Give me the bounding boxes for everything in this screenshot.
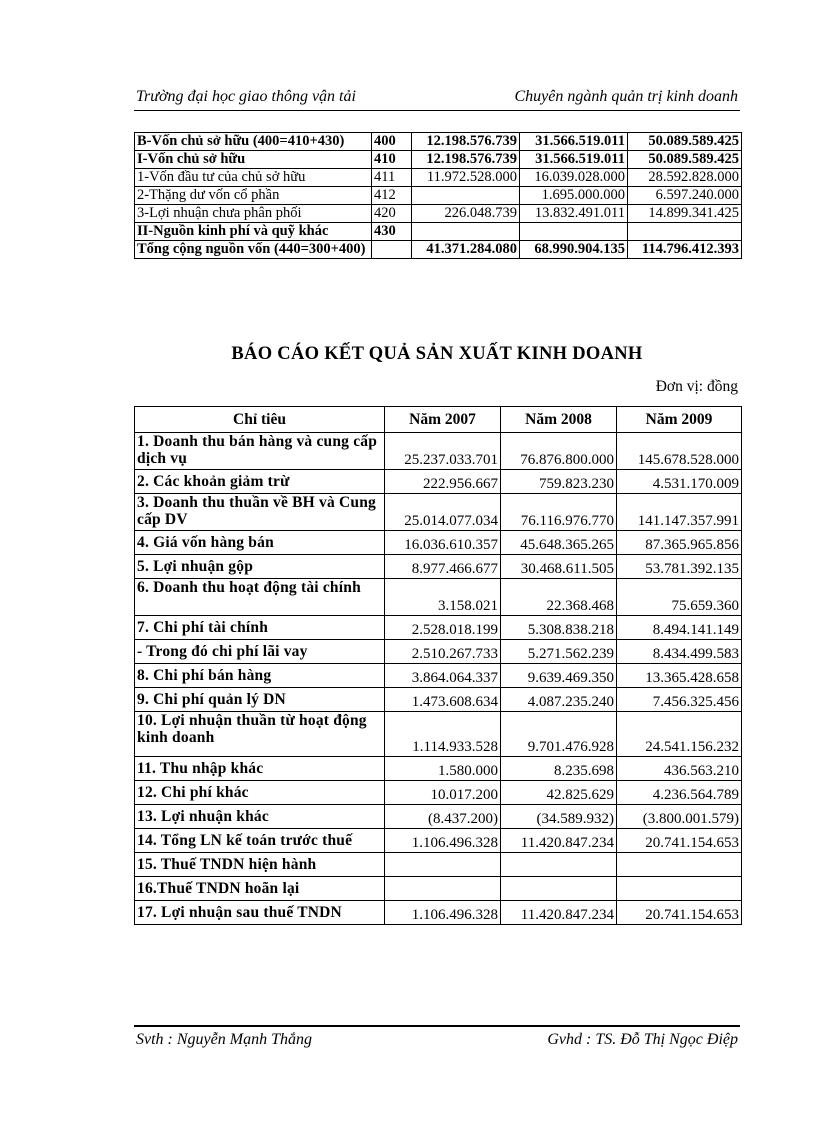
value-2008-cell: 8.235.698 <box>501 757 617 781</box>
footer-advisor: Gvhd : TS. Đỗ Thị Ngọc Điệp <box>547 1031 738 1048</box>
indicator-cell: 13. Lợi nhuận khác <box>135 805 385 829</box>
value-2008-cell: 4.087.235.240 <box>501 688 617 712</box>
header-school: Trường đại học giao thông vận tải <box>136 88 356 105</box>
table-row <box>135 187 742 205</box>
value-2007-cell: 16.036.610.357 <box>385 531 501 555</box>
value-2009-cell: 145.678.528.000 <box>617 433 742 470</box>
balance-code-cell: 400 <box>372 133 412 151</box>
value-2008-cell: 42.825.629 <box>501 781 617 805</box>
balance-code-cell: 430 <box>372 223 412 241</box>
indicator-cell: 1. Doanh thu bán hàng và cung cấp dịch vụ <box>135 433 385 470</box>
footer-student: Svth : Nguyễn Mạnh Thắng <box>136 1031 312 1048</box>
table-header-row <box>135 407 742 433</box>
value-2007-cell: 3.158.021 <box>385 579 501 616</box>
balance-code-cell: 411 <box>372 169 412 187</box>
value-2007-cell: 25.014.077.034 <box>385 494 501 531</box>
table-row <box>135 664 742 688</box>
balance-value-cell: 16.039.028.000 <box>520 169 628 187</box>
indicator-cell: 11. Thu nhập khác <box>135 757 385 781</box>
table-row <box>135 829 742 853</box>
value-2009-cell: 8.494.141.149 <box>617 616 742 640</box>
table-row <box>135 470 742 494</box>
header-major: Chuyên ngành quản trị kinh doanh <box>514 88 738 105</box>
table-row <box>135 805 742 829</box>
value-2009-cell: 436.563.210 <box>617 757 742 781</box>
indicator-cell: 6. Doanh thu hoạt động tài chính <box>135 579 385 616</box>
balance-code-cell: 410 <box>372 151 412 169</box>
value-2009-cell: 20.741.154.653 <box>617 901 742 925</box>
balance-value-cell: 12.198.576.739 <box>412 151 520 169</box>
value-2007-cell: 1.106.496.328 <box>385 829 501 853</box>
column-header-2008: Năm 2008 <box>501 407 617 433</box>
balance-value-cell: 31.566.519.011 <box>520 133 628 151</box>
value-2009-cell: (3.800.001.579) <box>617 805 742 829</box>
value-2008-cell <box>501 877 617 901</box>
value-2007-cell: 2.528.018.199 <box>385 616 501 640</box>
balance-value-cell: 12.198.576.739 <box>412 133 520 151</box>
value-2009-cell: 8.434.499.583 <box>617 640 742 664</box>
balance-value-cell: 50.089.589.425 <box>628 133 742 151</box>
value-2007-cell: 1.580.000 <box>385 757 501 781</box>
value-2008-cell: 11.420.847.234 <box>501 829 617 853</box>
value-2008-cell: 76.116.976.770 <box>501 494 617 531</box>
value-2008-cell: 9.639.469.350 <box>501 664 617 688</box>
value-2009-cell: 4.531.170.009 <box>617 470 742 494</box>
page-footer <box>134 1025 740 1053</box>
column-header-indicator: Chỉ tiêu <box>135 407 385 433</box>
table-row <box>135 712 742 757</box>
value-2007-cell: 8.977.466.677 <box>385 555 501 579</box>
table-row <box>135 241 742 259</box>
balance-value-cell: 226.048.739 <box>412 205 520 223</box>
balance-label-cell: 1-Vốn đầu tư của chủ sở hữu <box>135 169 372 187</box>
balance-value-cell <box>520 223 628 241</box>
table-row <box>135 757 742 781</box>
table-row <box>135 579 742 616</box>
value-2008-cell: 5.271.562.239 <box>501 640 617 664</box>
value-2007-cell: 25.237.033.701 <box>385 433 501 470</box>
table-row <box>135 555 742 579</box>
balance-value-cell <box>412 187 520 205</box>
value-2008-cell: 759.823.230 <box>501 470 617 494</box>
value-2007-cell: 1.106.496.328 <box>385 901 501 925</box>
value-2009-cell: 75.659.360 <box>617 579 742 616</box>
value-2008-cell: 9.701.476.928 <box>501 712 617 757</box>
table-row <box>135 494 742 531</box>
balance-value-cell: 31.566.519.011 <box>520 151 628 169</box>
balance-label-cell: II-Nguồn kinh phí và quỹ khác <box>135 223 372 241</box>
value-2008-cell: 11.420.847.234 <box>501 901 617 925</box>
indicator-cell: 16.Thuế TNDN hoãn lại <box>135 877 385 901</box>
table-row <box>135 853 742 877</box>
indicator-cell: - Trong đó chi phí lãi vay <box>135 640 385 664</box>
table-row <box>135 688 742 712</box>
value-2008-cell: 30.468.611.505 <box>501 555 617 579</box>
value-2009-cell: 53.781.392.135 <box>617 555 742 579</box>
value-2007-cell: 222.956.667 <box>385 470 501 494</box>
table-row <box>135 151 742 169</box>
value-2008-cell: (34.589.932) <box>501 805 617 829</box>
value-2009-cell: 20.741.154.653 <box>617 829 742 853</box>
value-2009-cell: 24.541.156.232 <box>617 712 742 757</box>
value-2008-cell: 76.876.800.000 <box>501 433 617 470</box>
balance-label-cell: 2-Thặng dư vốn cổ phần <box>135 187 372 205</box>
balance-value-cell: 6.597.240.000 <box>628 187 742 205</box>
indicator-cell: 15. Thuế TNDN hiện hành <box>135 853 385 877</box>
balance-label-cell: I-Vốn chủ sở hữu <box>135 151 372 169</box>
table-row <box>135 640 742 664</box>
balance-value-cell: 68.990.904.135 <box>520 241 628 259</box>
balance-label-cell: B-Vốn chủ sở hữu (400=410+430) <box>135 133 372 151</box>
indicator-cell: 12. Chi phí khác <box>135 781 385 805</box>
table-row <box>135 205 742 223</box>
balance-label-cell: 3-Lợi nhuận chưa phân phối <box>135 205 372 223</box>
value-2007-cell: 3.864.064.337 <box>385 664 501 688</box>
column-header-2007: Năm 2007 <box>385 407 501 433</box>
indicator-cell: 9. Chi phí quản lý DN <box>135 688 385 712</box>
unit-label: Đơn vị: đồng <box>655 378 738 395</box>
value-2008-cell <box>501 853 617 877</box>
value-2008-cell: 22.368.468 <box>501 579 617 616</box>
value-2009-cell: 87.365.965.856 <box>617 531 742 555</box>
balance-value-cell: 14.899.341.425 <box>628 205 742 223</box>
table-row <box>135 781 742 805</box>
value-2009-cell: 141.147.357.991 <box>617 494 742 531</box>
indicator-cell: 17. Lợi nhuận sau thuế TNDN <box>135 901 385 925</box>
value-2007-cell: 1.473.608.634 <box>385 688 501 712</box>
column-header-2009: Năm 2009 <box>617 407 742 433</box>
value-2008-cell: 5.308.838.218 <box>501 616 617 640</box>
value-2007-cell: 1.114.933.528 <box>385 712 501 757</box>
indicator-cell: 5. Lợi nhuận gộp <box>135 555 385 579</box>
indicator-cell: 2. Các khoản giảm trừ <box>135 470 385 494</box>
report-title: BÁO CÁO KẾT QUẢ SẢN XUẤT KINH DOANH <box>231 344 643 364</box>
balance-value-cell: 1.695.000.000 <box>520 187 628 205</box>
balance-code-cell: 412 <box>372 187 412 205</box>
value-2007-cell <box>385 853 501 877</box>
value-2009-cell <box>617 853 742 877</box>
balance-value-cell: 28.592.828.000 <box>628 169 742 187</box>
value-2009-cell: 7.456.325.456 <box>617 688 742 712</box>
table-row <box>135 169 742 187</box>
income-statement-table <box>134 406 742 925</box>
indicator-cell: 8. Chi phí bán hàng <box>135 664 385 688</box>
indicator-cell: 4. Giá vốn hàng bán <box>135 531 385 555</box>
value-2009-cell <box>617 877 742 901</box>
table-row <box>135 616 742 640</box>
balance-code-cell: 420 <box>372 205 412 223</box>
balance-value-cell <box>628 223 742 241</box>
value-2007-cell: (8.437.200) <box>385 805 501 829</box>
table-row <box>135 877 742 901</box>
indicator-cell: 10. Lợi nhuận thuần từ hoạt động kinh doanh <box>135 712 385 757</box>
value-2007-cell <box>385 877 501 901</box>
value-2009-cell: 13.365.428.658 <box>617 664 742 688</box>
balance-value-cell: 11.972.528.000 <box>412 169 520 187</box>
balance-code-cell <box>372 241 412 259</box>
balance-value-cell: 41.371.284.080 <box>412 241 520 259</box>
indicator-cell: 14. Tổng LN kế toán trước thuế <box>135 829 385 853</box>
balance-value-cell <box>412 223 520 241</box>
indicator-cell: 7. Chi phí tài chính <box>135 616 385 640</box>
balance-sheet-table <box>134 132 742 259</box>
table-row <box>135 901 742 925</box>
table-row <box>135 531 742 555</box>
value-2007-cell: 10.017.200 <box>385 781 501 805</box>
balance-value-cell: 13.832.491.011 <box>520 205 628 223</box>
table-row <box>135 433 742 470</box>
balance-value-cell: 50.089.589.425 <box>628 151 742 169</box>
table-row <box>135 133 742 151</box>
value-2007-cell: 2.510.267.733 <box>385 640 501 664</box>
balance-label-cell: Tổng cộng nguồn vốn (440=300+400) <box>135 241 372 259</box>
page-header <box>134 88 740 111</box>
balance-value-cell: 114.796.412.393 <box>628 241 742 259</box>
value-2009-cell: 4.236.564.789 <box>617 781 742 805</box>
table-row <box>135 223 742 241</box>
indicator-cell: 3. Doanh thu thuần về BH và Cung cấp DV <box>135 494 385 531</box>
value-2008-cell: 45.648.365.265 <box>501 531 617 555</box>
